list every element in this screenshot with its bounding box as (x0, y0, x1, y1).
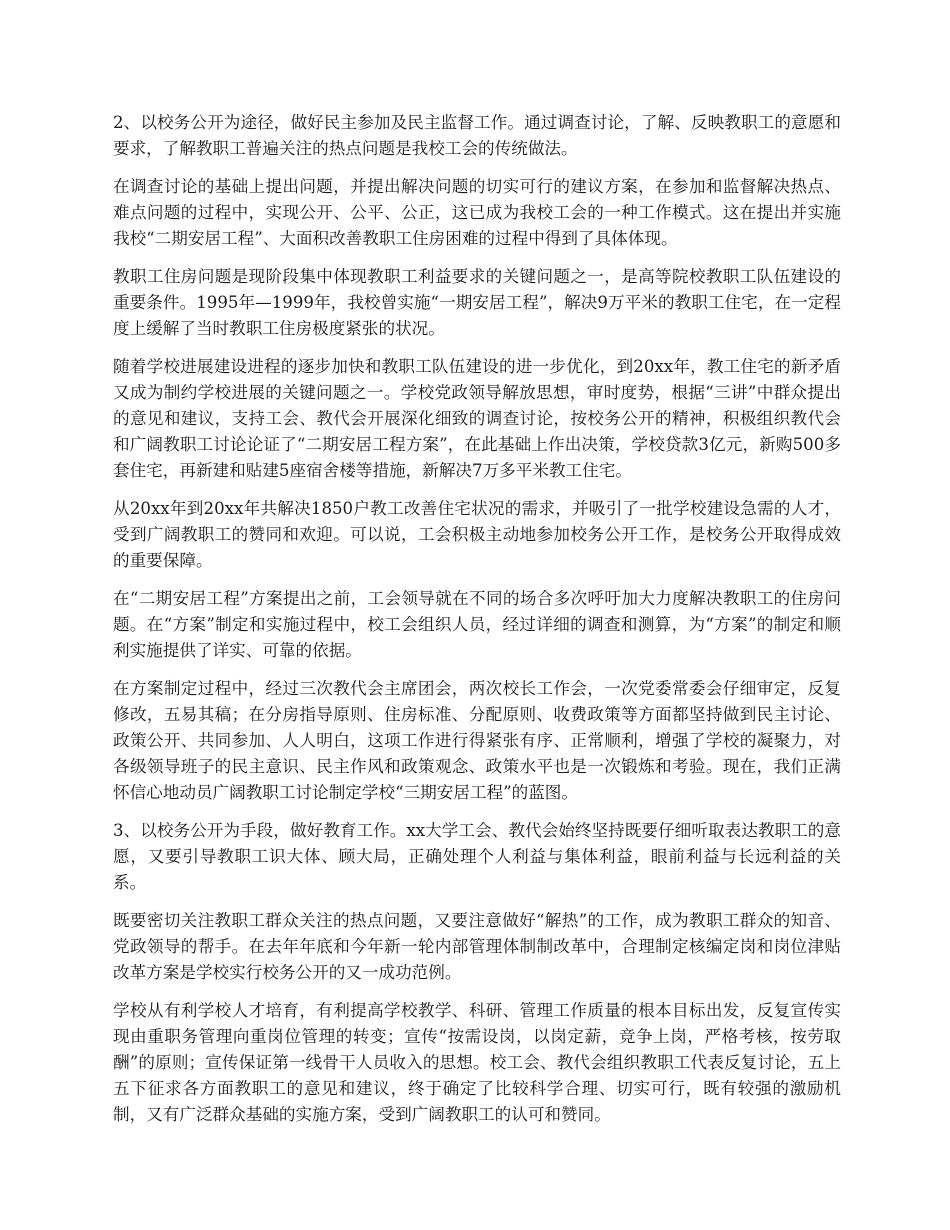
paragraph-7: 在方案制定过程中，经过三次教代会主席团会，两次校长工作会，一次党委常委会仔细审定，反复修改，五易其稿；在分房指导原则、住房标准、分配原则、收费政策等方面都坚持做到民主讨论、政策公开、共同参加、人人明白，这项工作进行得紧张有序、正常顺利，增强了学校的凝聚力，对各级领导班子的民主意识、民主作风和政策观念、政策水平也是一次锻炼和考验。现在，我们正满怀信心地动员广阔教职工讨论制定学校“三期安居工程”的蓝图。 (113, 679, 841, 802)
paragraph-8: 3、以校务公开为手段，做好教育工作。xx大学工会、教代会始终坚持既要仔细听取表达教职工的意愿，又要引导教职工识大体、顾大局，正确处理个人利益与集体利益，眼前利益与长远利益的关系。 (113, 821, 841, 892)
paragraph-9: 既要密切关注教职工群众关注的热点问题，又要注意做好“解热”的工作，成为教职工群众的知音、党政领导的帮手。在去年年底和今年新一轮内部管理体制制改革中，合理制定核编定岗和岗位津贴改革方案是学校实行校务公开的又一成功范例。 (113, 911, 841, 982)
paragraph-5: 从20xx年到20xx年共解决1850户教工改善住宅状况的需求，并吸引了一批学校建设急需的人才，受到广阔教职工的赞同和欢迎。可以说，工会积极主动地参加校务公开工作，是校务公开取得成效的重要保障。 (113, 499, 841, 570)
paragraph-1: 2、以校务公开为途径，做好民主参加及民主监督工作。通过调查讨论，了解、反映教职工的意愿和要求，了解教职工普遍关注的热点问题是我校工会的传统做法。 (113, 113, 841, 158)
paragraph-10: 学校从有利学校人才培育，有利提高学校教学、科研、管理工作质量的根本目标出发，反复宣传实现由重职务管理向重岗位管理的转变；宣传“按需设岗，以岗定薪，竞争上岗，严格考核，按劳取酬”的原则；宣传保证第一线骨干人员收入的思想。校工会、教代会组织教职工代表反复讨论，五上五下征求各方面教职工的意见和建议，终于确定了比较科学合理、切实可行，既有较强的激励机制，又有广泛群众基础的实施方案，受到广阔教职工的认可和赞同。 (113, 1001, 841, 1124)
paragraph-6: 在“二期安居工程”方案提出之前，工会领导就在不同的场合多次呼吁加大力度解决教职工的住房问题。在“方案”制定和实施过程中，校工会组织人员，经过详细的调查和测算，为“方案”的制定和顺利实施提供了详实、可靠的依据。 (113, 589, 841, 660)
paragraph-2: 在调查讨论的基础上提出问题，并提出解决问题的切实可行的建议方案，在参加和监督解决热点、难点问题的过程中，实现公开、公平、公正，这已成为我校工会的一种工作模式。这在提出并实施我校“二期安居工程”、大面积改善教职工住房困难的过程中得到了具体体现。 (113, 177, 841, 248)
paragraph-4: 随着学校进展建设进程的逐步加快和教职工队伍建设的进一步优化，到20xx年，教工住宅的新矛盾又成为制约学校进展的关键问题之一。学校党政领导解放思想，审时度势，根据“三讲”中群众提出的意见和建议，支持工会、教代会开展深化细致的调查讨论，按校务公开的精神，积极组织教代会和广阔教职工讨论论证了“二期安居工程方案”，在此基础上作出决策，学校贷款3亿元，新购500多套住宅，再新建和贴建5座宿舍楼等措施，新解决7万多平米教工住宅。 (113, 357, 841, 480)
document-page (113, 110, 841, 1140)
paragraph-3: 教职工住房问题是现阶段集中体现教职工利益要求的关键问题之一，是高等院校教职工队伍建设的重要条件。1995年—1999年，我校曾实施“一期安居工程”，解决9万平米的教职工住宅，在一定程度上缓解了当时教职工住房极度紧张的状况。 (113, 267, 841, 338)
